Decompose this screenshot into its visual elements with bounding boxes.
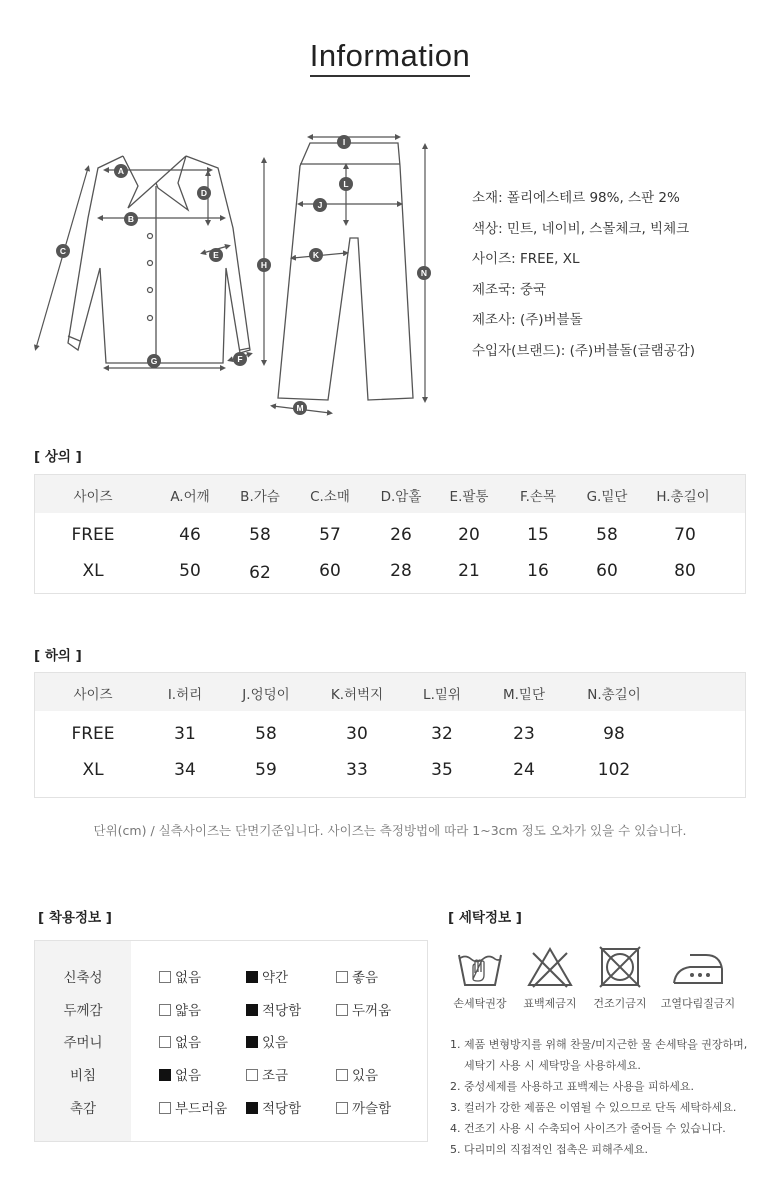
checkbox-unchecked-icon [336,971,348,983]
info-material: 소재: 폴리에스테르 98%, 스판 2% [472,190,680,206]
table-cell: 98 [603,724,625,744]
header-cell: F.손목 [520,489,556,505]
wash-section-label: [ 세탁정보 ] [448,910,522,926]
table-cell: 35 [431,760,453,780]
wear-option: 좋음 [336,966,378,986]
table-cell: 60 [596,561,618,581]
table-cell: 32 [431,724,453,744]
table-cell: 28 [390,561,412,581]
table-cell: 59 [255,760,277,780]
table-cell: 33 [346,760,368,780]
checkbox-checked-icon [246,971,258,983]
header-cell: D.암홀 [380,489,422,505]
wear-row-label: 주머니 [63,1035,103,1051]
table-cell: XL [82,760,104,780]
table-cell: 23 [513,724,535,744]
table-cell: 60 [319,561,341,581]
checkbox-unchecked-icon [336,1004,348,1016]
table-cell: FREE [71,525,115,545]
diagram-label: J [317,200,323,210]
table-cell: FREE [71,724,115,744]
table-cell: 58 [596,525,618,545]
wash-note: 3. 컬러가 강한 제품은 이염될 수 있으므로 단독 세탁하세요. [450,1101,737,1114]
table-cell: 24 [513,760,535,780]
header-cell: H.총길이 [656,489,710,505]
wear-option: 조금 [246,1064,288,1084]
table-cell: 62 [249,563,271,583]
wear-option: 약간 [246,966,288,986]
wash-note: 5. 다리미의 직접적인 접촉은 피해주세요. [450,1143,648,1156]
checkbox-unchecked-icon [336,1069,348,1081]
checkbox-unchecked-icon [159,1102,171,1114]
diagram-label: F [237,354,243,364]
wash-item [658,945,738,1011]
wear-option: 없음 [159,966,201,986]
checkbox-checked-icon [246,1102,258,1114]
diagram-label: L [343,179,349,189]
wash-label: 건조기금지 [593,997,647,1010]
wear-row-pocket [35,1028,427,1052]
wash-note: 1. 제품 변형방지를 위해 찬물/미지근한 물 손세탁을 권장하며, [450,1038,748,1051]
wear-section-label: [ 착용정보 ] [38,910,112,926]
garment-diagram [28,128,448,428]
wash-note: 세탁기 사용 시 세탁망을 사용하세요. [450,1059,641,1072]
wear-option: 부드러움 [159,1097,227,1117]
header-cell: 사이즈 [73,687,113,703]
header-cell: A.어깨 [170,489,210,505]
no-bleach-icon [525,945,575,989]
wear-option: 얇음 [159,999,201,1019]
wash-note: 2. 중성세제를 사용하고 표백제는 사용을 피하세요. [450,1080,694,1093]
table-cell: 58 [249,525,271,545]
diagram-label: M [296,403,304,413]
checkbox-checked-icon [159,1069,171,1081]
info-size: 사이즈: FREE, XL [472,251,580,267]
top-section-label: [ 상의 ] [34,449,82,465]
wear-option: 없음 [159,1064,201,1084]
header-cell: 사이즈 [73,489,113,505]
bottom-size-table [34,672,746,798]
wash-icons [440,945,760,1020]
table-cell: 50 [179,561,201,581]
diagram-label: A [117,166,125,176]
checkbox-checked-icon [246,1004,258,1016]
wear-option: 없음 [159,1031,201,1051]
header-cell: I.허리 [167,687,203,703]
table-cell: 102 [597,760,631,780]
page-title: Information [0,38,780,74]
diagram-label: K [312,250,320,260]
header-cell: G.밑단 [586,489,628,505]
table-header [35,673,745,711]
wear-info-table [34,940,428,1142]
wear-row-label: 촉감 [69,1101,97,1117]
table-cell: 16 [527,561,549,581]
size-note: 단위(cm) / 실측사이즈는 단면기준입니다. 사이즈는 측정방법에 따라 1~3cm 정도 오차가 있을 수 있습니다. [93,823,687,838]
info-origin: 제조국: 중국 [472,281,547,298]
header-cell: E.팔통 [449,489,489,505]
wash-label: 고열다림질금지 [660,997,736,1010]
wash-note: 4. 건조기 사용 시 수축되어 사이즈가 줄어들 수 있습니다. [450,1122,726,1135]
table-cell: 34 [174,760,196,780]
wash-item [440,945,520,1011]
table-cell: XL [82,561,104,581]
header-cell: M.밑단 [502,687,546,703]
table-cell: 31 [174,724,196,744]
product-info [472,183,695,366]
checkbox-unchecked-icon [246,1069,258,1081]
diagram-label: D [200,188,208,198]
table-cell: 46 [179,525,201,545]
no-tumble-dry-icon [595,945,645,989]
table-cell: 26 [390,525,412,545]
wear-row-label: 신축성 [63,970,103,986]
wash-label: 손세탁권장 [453,997,507,1010]
checkbox-checked-icon [246,1036,258,1048]
hand-wash-icon [455,945,505,989]
checkbox-unchecked-icon [336,1102,348,1114]
table-cell: 57 [319,525,341,545]
header-cell: N.총길이 [587,687,641,703]
wash-item [510,945,590,1011]
bottom-section-label: [ 하의 ] [34,648,82,664]
table-cell: 21 [458,561,480,581]
diagram-label: C [59,246,67,256]
info-importer: 수입자(브랜드): (주)버블돌(글램공감) [472,342,696,359]
table-header [35,475,745,513]
table-cell: 15 [527,525,549,545]
table-cell: 70 [674,525,696,545]
wear-row-label: 두께감 [63,1003,103,1019]
wash-label: 표백제금지 [523,997,577,1010]
header-cell: K.허벅지 [330,687,384,703]
table-cell: 20 [458,525,480,545]
header-cell: J.엉덩이 [242,687,290,703]
header-cell: C.소매 [310,489,350,505]
diagram-label: B [127,214,135,224]
checkbox-unchecked-icon [159,1036,171,1048]
info-color: 색상: 민트, 네이비, 스몰체크, 빅체크 [472,220,690,237]
wear-option: 까슬함 [336,1097,391,1117]
wear-row-texture [35,1094,427,1118]
checkbox-unchecked-icon [159,1004,171,1016]
wash-item [580,945,660,1011]
wear-row-stretch [35,963,427,987]
wear-option: 두꺼움 [336,999,391,1019]
diagram-label: H [260,260,268,270]
wear-option: 적당함 [246,999,301,1019]
diagram-label: N [420,268,428,278]
wash-notes [450,1034,770,1160]
wear-option: 있음 [246,1031,288,1051]
wear-row-label: 비침 [69,1068,97,1084]
diagram-label: E [213,250,219,260]
header-cell: L.밑위 [423,687,461,703]
top-size-table [34,474,746,594]
checkbox-unchecked-icon [159,971,171,983]
diagram-label: G [150,356,158,366]
wear-option: 있음 [336,1064,378,1084]
table-cell: 58 [255,724,277,744]
wear-option: 적당함 [246,1097,301,1117]
header-cell: B.가슴 [240,489,280,505]
wear-row-sheer [35,1061,427,1085]
wear-row-thickness [35,996,427,1020]
table-cell: 80 [674,561,696,581]
iron-high-icon [670,945,726,989]
diagram-label: I [342,137,346,147]
info-manufacturer: 제조사: (주)버블돌 [472,312,583,328]
table-cell: 30 [346,724,368,744]
